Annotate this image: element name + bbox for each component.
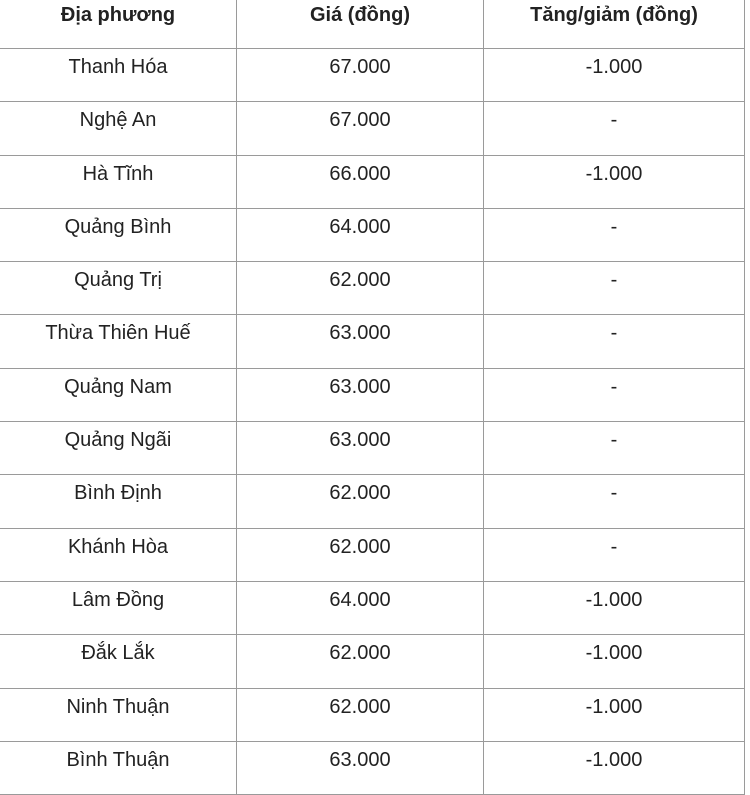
- cell-price: 67.000: [237, 49, 484, 102]
- cell-change: -: [484, 262, 745, 315]
- table-row: [0, 315, 745, 368]
- cell-region: Ninh Thuận: [0, 688, 237, 741]
- cell-region: Đắk Lắk: [0, 635, 237, 688]
- table-row: [0, 49, 745, 102]
- cell-change: -: [484, 208, 745, 261]
- cell-region: Nghệ An: [0, 102, 237, 155]
- cell-price: 67.000: [237, 102, 484, 155]
- table-row: [0, 688, 745, 741]
- cell-change: -1.000: [484, 155, 745, 208]
- cell-region: Lâm Đồng: [0, 581, 237, 634]
- table-row: [0, 635, 745, 688]
- cell-region: Bình Thuận: [0, 741, 237, 794]
- header-price: Giá (đồng): [237, 0, 484, 49]
- cell-region: Quảng Nam: [0, 368, 237, 421]
- cell-region: Quảng Ngãi: [0, 422, 237, 475]
- header-change: Tăng/giảm (đồng): [484, 0, 745, 49]
- table-row: [0, 528, 745, 581]
- table-row: [0, 262, 745, 315]
- cell-change: -1.000: [484, 635, 745, 688]
- table-row: [0, 741, 745, 794]
- cell-price: 62.000: [237, 262, 484, 315]
- cell-change: -: [484, 102, 745, 155]
- cell-region: Thừa Thiên Huế: [0, 315, 237, 368]
- cell-price: 63.000: [237, 422, 484, 475]
- cell-region: Quảng Bình: [0, 208, 237, 261]
- cell-price: 62.000: [237, 688, 484, 741]
- cell-change: -1.000: [484, 49, 745, 102]
- cell-change: -1.000: [484, 688, 745, 741]
- cell-change: -: [484, 422, 745, 475]
- cell-price: 62.000: [237, 635, 484, 688]
- cell-price: 66.000: [237, 155, 484, 208]
- cell-region: Quảng Trị: [0, 262, 237, 315]
- table-row: [0, 475, 745, 528]
- cell-price: 64.000: [237, 581, 484, 634]
- cell-change: -1.000: [484, 581, 745, 634]
- cell-price: 63.000: [237, 368, 484, 421]
- table-body: [0, 49, 745, 795]
- header-region: Địa phương: [0, 0, 237, 49]
- cell-price: 62.000: [237, 475, 484, 528]
- table-row: [0, 102, 745, 155]
- cell-change: -1.000: [484, 741, 745, 794]
- cell-price: 64.000: [237, 208, 484, 261]
- table-row: [0, 155, 745, 208]
- cell-price: 63.000: [237, 741, 484, 794]
- cell-change: -: [484, 528, 745, 581]
- cell-change: -: [484, 368, 745, 421]
- table-row: [0, 422, 745, 475]
- table-row: [0, 368, 745, 421]
- cell-price: 62.000: [237, 528, 484, 581]
- cell-region: Bình Định: [0, 475, 237, 528]
- cell-change: -: [484, 475, 745, 528]
- cell-region: Hà Tĩnh: [0, 155, 237, 208]
- table-row: [0, 208, 745, 261]
- table-row: [0, 581, 745, 634]
- table-header-row: [0, 0, 745, 49]
- cell-price: 63.000: [237, 315, 484, 368]
- cell-region: Thanh Hóa: [0, 49, 237, 102]
- cell-region: Khánh Hòa: [0, 528, 237, 581]
- cell-change: -: [484, 315, 745, 368]
